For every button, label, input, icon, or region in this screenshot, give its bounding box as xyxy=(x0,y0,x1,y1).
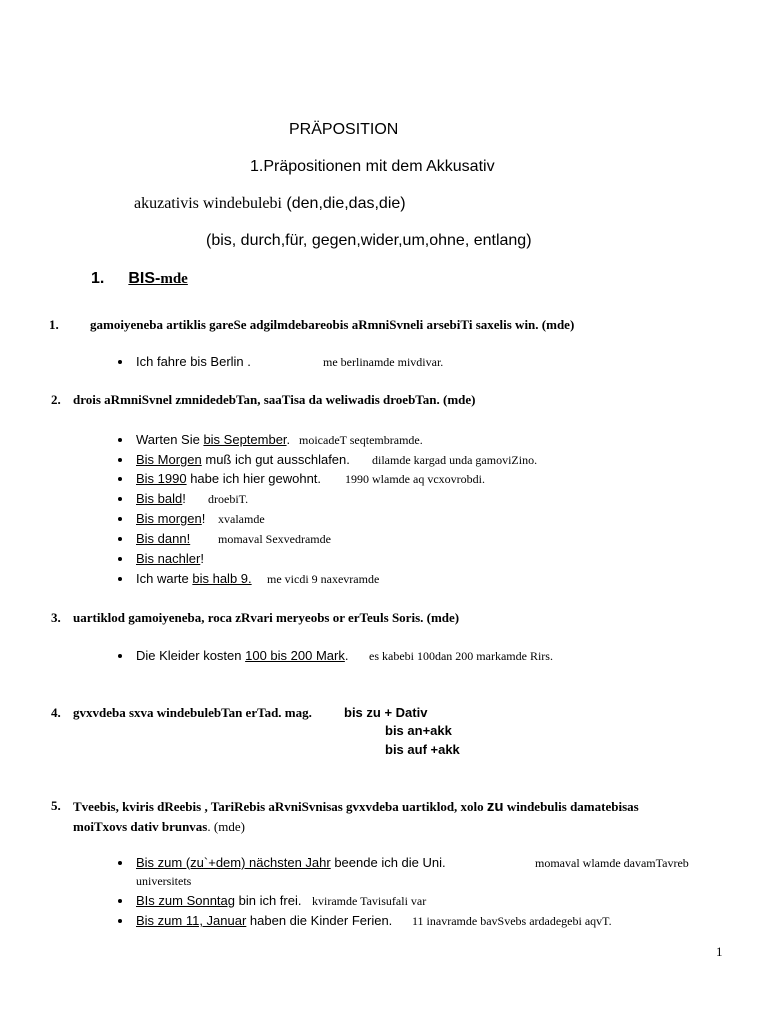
rule-5-line-1a: Tveebis, kviris dReebis , TariRebis aRvniSvnisas gvxvdeba uartiklod, xolo xyxy=(73,799,484,814)
example-post: . xyxy=(286,432,291,447)
bullet xyxy=(118,899,122,903)
bullet xyxy=(118,438,122,442)
bullet xyxy=(118,360,122,364)
heading-bis: BIS- xyxy=(128,270,161,287)
intro-geo: akuzativis windebulebi xyxy=(134,195,282,212)
example-text: Ich fahre bis Berlin . xyxy=(136,354,251,369)
example-text xyxy=(136,511,205,526)
example-translation: es kabebi 100dan 200 markamde Rirs. xyxy=(369,649,553,663)
example-post: muß ich gut ausschlafen. xyxy=(201,452,350,467)
bullet xyxy=(118,537,122,541)
rule-1-number: 1. xyxy=(49,317,59,332)
example-translation: dilamde kargad unda gamoviZino. xyxy=(372,453,538,467)
bullet xyxy=(118,861,122,865)
example-text xyxy=(136,648,348,663)
intro-line xyxy=(134,195,406,213)
example-pre: Die Kleider kosten xyxy=(136,648,246,663)
example-pre: Warten Sie xyxy=(136,432,204,447)
example-translation-continued: universitets xyxy=(136,874,192,888)
example-text xyxy=(136,471,321,486)
example-underlined: bis September xyxy=(203,432,287,447)
example-pre: Ich warte xyxy=(136,571,193,586)
bullet xyxy=(118,497,122,501)
bullet xyxy=(118,919,122,923)
example-translation: droebiT. xyxy=(208,492,249,506)
rule-4-number: 4. xyxy=(51,705,61,720)
intro-articles: (den,die,das,die) xyxy=(281,195,406,212)
heading-mde: mde xyxy=(160,271,188,287)
example-underlined: Bis morgen xyxy=(136,511,202,526)
example-underlined: Bis nachler xyxy=(136,551,201,566)
section-heading xyxy=(91,270,188,288)
rule-5-line-2b: . (mde) xyxy=(207,819,245,834)
rule-5-line-2a: moiTxovs dativ brunvas xyxy=(73,819,208,834)
example-translation: 1990 wlamde aq vcxovrobdi. xyxy=(345,472,485,486)
rule-5-zu: zu xyxy=(486,798,504,815)
example-text xyxy=(136,571,252,586)
example-translation: kviramde Tavisufali var xyxy=(312,894,427,908)
bullet xyxy=(118,458,122,462)
rule-4-combo-3: bis auf +akk xyxy=(385,742,460,757)
rule-5-line-2 xyxy=(73,818,245,836)
rule-5-line-1 xyxy=(73,798,723,815)
example-underlined: 100 bis 200 Mark xyxy=(245,648,345,663)
example-text xyxy=(136,893,301,908)
example-post: bin ich frei. xyxy=(235,893,302,908)
example-translation: me vicdi 9 naxevramde xyxy=(267,572,380,586)
example-translation: xvalamde xyxy=(218,512,265,526)
example-translation: momaval wlamde davamTavreb xyxy=(535,856,689,870)
example-post: ! xyxy=(201,511,206,526)
rule-4-text: gvxvdeba sxva windebulebTan erTad. mag. xyxy=(73,705,312,720)
example-text xyxy=(136,913,392,928)
example-post: . xyxy=(344,648,349,663)
example-translation: 11 inavramde bavSvebs ardadegebi aqvT. xyxy=(412,914,612,928)
example-translation: moicadeT seqtembramde. xyxy=(299,433,423,447)
example-post: beende ich die Uni. xyxy=(330,855,446,870)
rule-3-text: uartiklod gamoiyeneba, roca zRvari meryeobs or erTeuls Soris. (mde) xyxy=(73,610,460,625)
preposition-list: (bis, durch,für, gegen,wider,um,ohne, entlang) xyxy=(206,232,532,249)
example-post: haben die Kinder Ferien. xyxy=(246,913,393,928)
example-underlined: Bis Morgen xyxy=(136,452,202,467)
bullet xyxy=(118,477,122,481)
page-subtitle: 1.Präpositionen mit dem Akkusativ xyxy=(250,158,495,175)
rule-2-number: 2. xyxy=(51,392,61,407)
example-text xyxy=(136,531,190,546)
rule-2-text: drois aRmniSvnel zmnidedebTan, saaTisa da weliwadis droebTan. (mde) xyxy=(73,392,476,407)
example-text xyxy=(136,551,204,566)
example-post: ! xyxy=(200,551,204,566)
rule-4-combo-1: bis zu + Dativ xyxy=(344,705,428,720)
example-underlined: Bis 1990 xyxy=(136,471,187,486)
rule-4-combo-2: bis an+akk xyxy=(385,723,452,738)
example-underlined: Bis zum (zu`+dem) nächsten Jahr xyxy=(136,855,331,870)
example-underlined: Bis bald xyxy=(136,491,183,506)
example-post: ! xyxy=(182,491,186,506)
example-underlined: BIs zum Sonntag xyxy=(136,893,235,908)
rule-5-line-1b: windebulis damatebisas xyxy=(506,799,639,814)
rule-3-number: 3. xyxy=(51,610,61,625)
bullet xyxy=(118,654,122,658)
bullet xyxy=(118,517,122,521)
example-post: habe ich hier gewohnt. xyxy=(186,471,322,486)
rule-1-text: gamoiyeneba artiklis gareSe adgilmdebareobis aRmniSvneli arsebiTi saxelis win. (mde) xyxy=(90,317,575,332)
example-underlined: Bis dann! xyxy=(136,531,191,546)
example-underlined: Bis zum 11, Januar xyxy=(136,913,247,928)
heading-number: 1. xyxy=(91,270,105,287)
example-text xyxy=(136,452,350,467)
example-text xyxy=(136,855,446,870)
rule-5-number: 5. xyxy=(51,798,61,813)
bullet xyxy=(118,577,122,581)
example-translation: me berlinamde mivdivar. xyxy=(323,355,444,369)
bullet xyxy=(118,557,122,561)
page-title: PRÄPOSITION xyxy=(289,121,399,138)
example-text xyxy=(136,491,186,506)
example-underlined: bis halb 9. xyxy=(192,571,252,586)
example-translation: momaval Sexvedramde xyxy=(218,532,331,546)
page-number: 1 xyxy=(716,944,723,959)
example-text xyxy=(136,432,290,447)
